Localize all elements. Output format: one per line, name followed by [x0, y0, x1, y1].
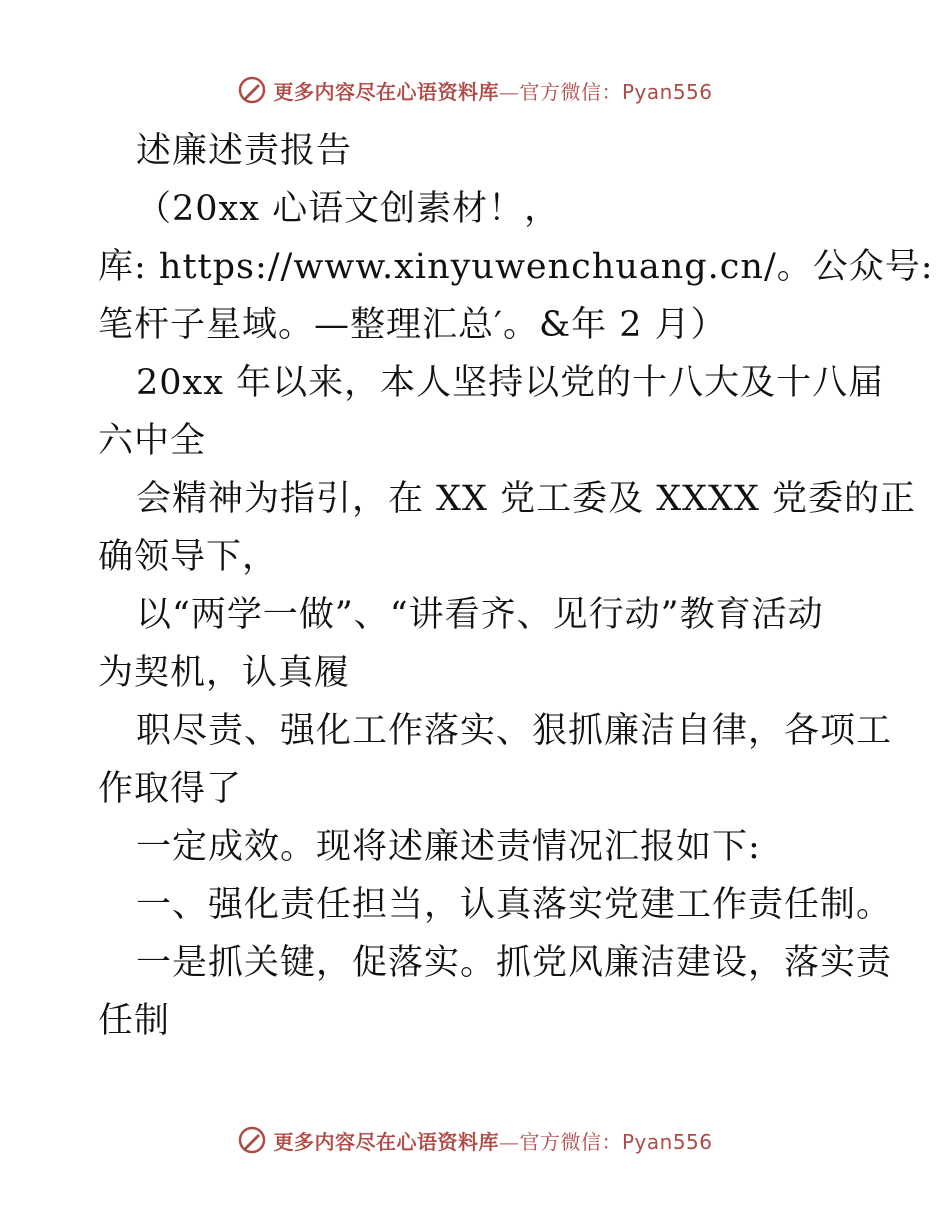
- banner-text: 更多内容尽在心语资料库—官方微信：Pyan556: [273, 1129, 713, 1154]
- pen-logo-icon: [237, 75, 267, 105]
- text-line: 一定成效。现将述廉述责情况汇报如下:: [136, 827, 761, 867]
- text-line: 任制: [98, 1001, 171, 1041]
- text-line: 库: https://www.xinyuwenchuang.cn/。公众号:: [98, 247, 934, 287]
- text-line: 作取得了: [98, 769, 243, 809]
- pen-logo-icon: [237, 1125, 267, 1155]
- text-line: 笔杆子星域。—整理汇总′。&年 2 月）: [98, 305, 727, 345]
- text-line: 一、强化责任担当，认真落实党建工作责任制。: [136, 885, 893, 925]
- text-line: 以“两学一做”、“讲看齐、见行动”教育活动: [136, 595, 824, 635]
- text-line: 六中全: [98, 421, 207, 461]
- text-line: 述廉述责报告: [136, 131, 353, 171]
- banner-text: 更多内容尽在心语资料库—官方微信：Pyan556: [273, 79, 713, 104]
- document-body: [98, 122, 934, 1050]
- text-line: 确领导下，: [98, 537, 279, 577]
- text-line: 职尽责、强化工作落实、狠抓廉洁自律，各项工: [136, 711, 893, 751]
- text-line: 会精神为指引，在 XX 党工委及 XXXX 党委的正: [136, 479, 917, 519]
- text-line: 20xx 年以来，本人坚持以党的十八大及十八届: [136, 363, 885, 403]
- header-banner: [0, 70, 950, 110]
- footer-banner: [0, 1120, 950, 1160]
- text-line: 为契机，认真履: [98, 653, 351, 693]
- text-line: 一是抓关键，促落实。抓党风廉洁建设，落实责: [136, 943, 893, 983]
- text-line: （20xx 心语文创素材！，: [136, 189, 561, 229]
